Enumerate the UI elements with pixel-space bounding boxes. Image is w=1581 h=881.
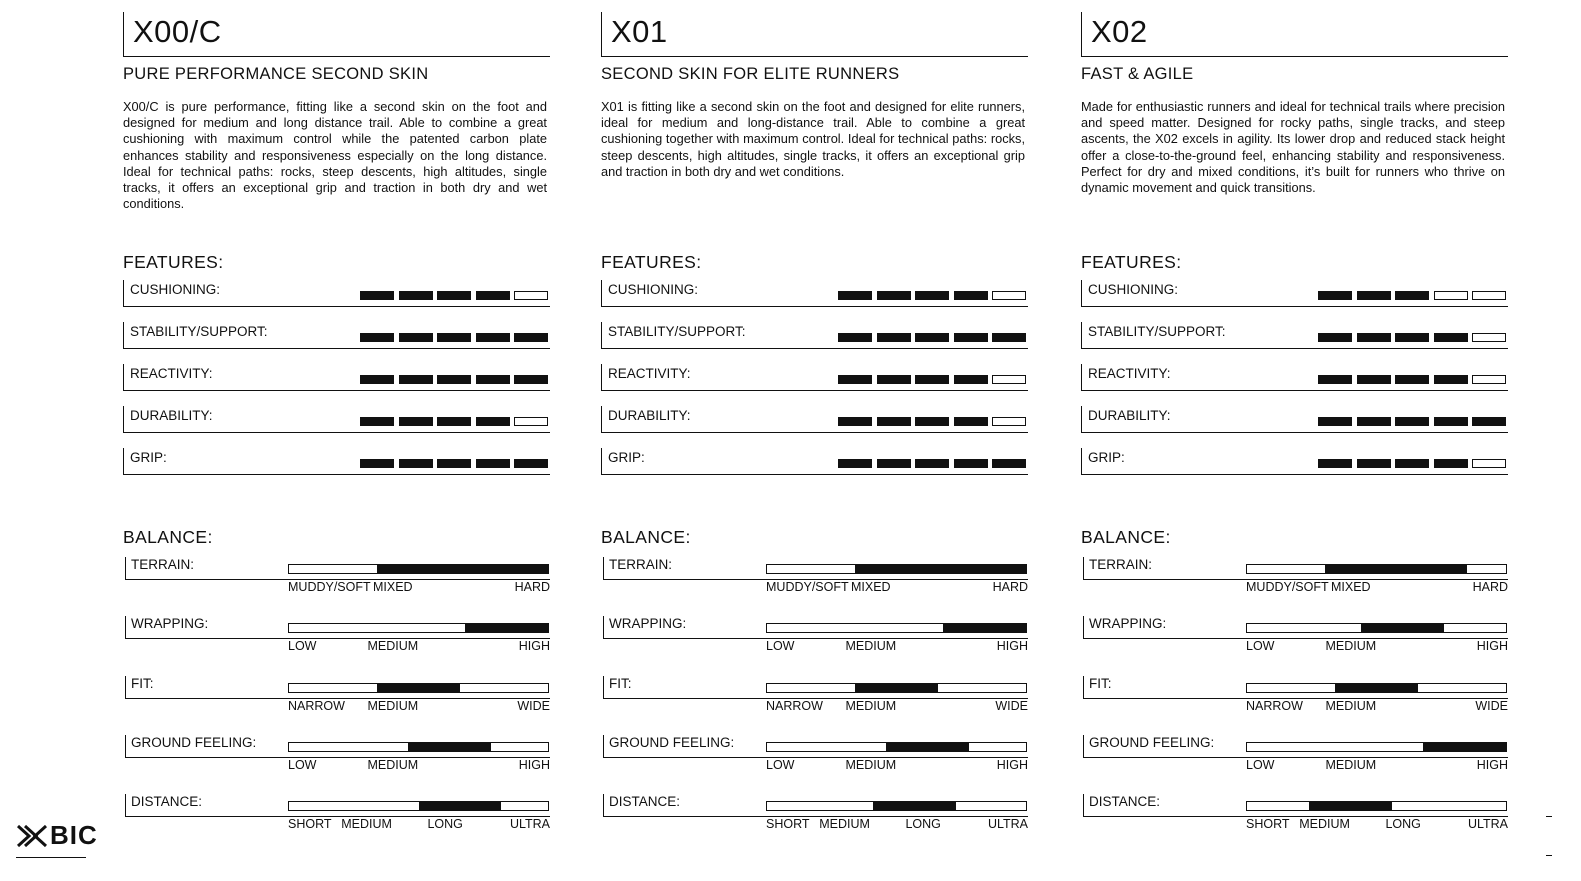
- balance-bar: [1246, 623, 1507, 633]
- rating-block: [992, 459, 1026, 468]
- rating-block: [838, 291, 872, 300]
- scale-label: LOW: [766, 639, 795, 653]
- balance-bar-fill: [465, 624, 548, 632]
- feature-label: GRIP:: [608, 450, 645, 465]
- rating-block: [476, 375, 510, 384]
- balance-label: DISTANCE:: [1089, 794, 1161, 809]
- balance-bar: [766, 801, 1027, 811]
- feature-rating: [360, 333, 548, 342]
- rating-block: [476, 333, 510, 342]
- feature-row: [123, 448, 550, 475]
- balance-title: BALANCE:: [123, 527, 213, 547]
- feature-row: [1081, 280, 1508, 307]
- balance-scale: [1246, 758, 1508, 774]
- scale-label: LOW: [766, 758, 795, 772]
- balance-bar-fill: [855, 565, 1026, 573]
- balance-bar: [766, 564, 1027, 574]
- rating-block: [1472, 375, 1506, 384]
- rating-block: [476, 417, 510, 426]
- balance-bar: [1246, 742, 1507, 752]
- rating-block: [1357, 417, 1391, 426]
- balance-label: GROUND FEELING:: [1089, 735, 1215, 750]
- rating-block: [360, 375, 394, 384]
- edge-crop-mark: [1546, 855, 1552, 856]
- balance-title: BALANCE:: [601, 527, 691, 547]
- rating-block: [1434, 417, 1468, 426]
- balance-bar-fill: [886, 743, 969, 751]
- rating-block: [877, 333, 911, 342]
- scale-label: LOW: [288, 639, 317, 653]
- feature-row: [1081, 406, 1508, 433]
- rating-block: [1395, 459, 1429, 468]
- rating-block: [1395, 333, 1429, 342]
- balance-row: [125, 735, 550, 772]
- rating-block: [877, 417, 911, 426]
- balance-label: GROUND FEELING:: [609, 735, 735, 750]
- balance-scale: [288, 817, 550, 833]
- rating-block: [954, 333, 988, 342]
- balance-bar: [288, 564, 549, 574]
- scale-label: MEDIUM: [367, 639, 419, 653]
- scale-label: HARD: [992, 580, 1028, 594]
- product-column: [601, 0, 1031, 881]
- rating-block: [1434, 459, 1468, 468]
- scale-label: MEDIUM: [367, 699, 419, 713]
- balance-scale: [766, 758, 1028, 774]
- scale-label: NARROW: [288, 699, 345, 713]
- feature-row: [123, 322, 550, 349]
- feature-label: DURABILITY:: [130, 408, 213, 423]
- balance-label: WRAPPING:: [1089, 616, 1167, 631]
- rating-block: [1318, 417, 1352, 426]
- balance-row: [1083, 735, 1508, 772]
- feature-label: REACTIVITY:: [1088, 366, 1171, 381]
- balance-bar-fill: [1423, 743, 1506, 751]
- feature-label: REACTIVITY:: [130, 366, 213, 381]
- feature-label: CUSHIONING:: [1088, 282, 1179, 297]
- product-column: [123, 0, 553, 881]
- feature-rating: [1318, 333, 1506, 342]
- feature-label: DURABILITY:: [1088, 408, 1171, 423]
- rating-block: [877, 375, 911, 384]
- rating-block: [437, 333, 471, 342]
- balance-label: TERRAIN:: [1089, 557, 1153, 572]
- feature-rating: [360, 459, 548, 468]
- rating-block: [954, 459, 988, 468]
- rating-block: [992, 333, 1026, 342]
- balance-label: TERRAIN:: [609, 557, 673, 572]
- feature-rating: [838, 333, 1026, 342]
- rating-block: [437, 291, 471, 300]
- feature-rating: [360, 291, 548, 300]
- feature-label: STABILITY/SUPPORT:: [608, 324, 746, 339]
- balance-bar: [288, 623, 549, 633]
- balance-scale: [766, 817, 1028, 833]
- balance-label: DISTANCE:: [609, 794, 681, 809]
- rating-block: [1357, 291, 1391, 300]
- rating-block: [992, 417, 1026, 426]
- scale-label: MEDIUM: [1325, 639, 1377, 653]
- model-name: X00/C: [133, 14, 222, 49]
- scale-label: WIDE: [995, 699, 1028, 713]
- balance-label: WRAPPING:: [131, 616, 209, 631]
- feature-rating: [838, 417, 1026, 426]
- scale-label: MUDDY/SOFT: [288, 580, 371, 594]
- feature-label: REACTIVITY:: [608, 366, 691, 381]
- balance-row: [1083, 616, 1508, 653]
- rating-block: [1318, 291, 1352, 300]
- rating-block: [1472, 333, 1506, 342]
- model-header: [123, 12, 550, 57]
- features-title: FEATURES:: [123, 252, 224, 272]
- rating-block: [1318, 459, 1352, 468]
- balance-scale: [1246, 817, 1508, 833]
- feature-rating: [1318, 417, 1506, 426]
- rating-block: [1472, 459, 1506, 468]
- balance-scale: [766, 699, 1028, 715]
- rating-block: [1318, 375, 1352, 384]
- feature-label: CUSHIONING:: [130, 282, 221, 297]
- feature-row: [601, 406, 1028, 433]
- balance-bar-fill: [419, 802, 502, 810]
- scale-label: LOW: [1246, 639, 1275, 653]
- scale-label: SHORT: [1246, 817, 1290, 831]
- x-chevron-logo-icon: [16, 823, 48, 849]
- scale-label: HARD: [1472, 580, 1508, 594]
- balance-scale: [288, 699, 550, 715]
- features-title: FEATURES:: [1081, 252, 1182, 272]
- balance-label: FIT:: [1089, 676, 1112, 691]
- balance-bar-fill: [1325, 565, 1467, 573]
- scale-label: HIGH: [996, 758, 1028, 772]
- rating-block: [1472, 291, 1506, 300]
- edge-crop-mark: [1546, 816, 1552, 817]
- rating-block: [437, 459, 471, 468]
- balance-bar-fill: [873, 802, 956, 810]
- rating-block: [1357, 333, 1391, 342]
- balance-scale: [1246, 639, 1508, 655]
- rating-block: [838, 459, 872, 468]
- rating-block: [1395, 291, 1429, 300]
- scale-label: MEDIUM: [1325, 699, 1377, 713]
- scale-label: MEDIUM: [845, 699, 897, 713]
- model-name: X02: [1091, 14, 1148, 49]
- scale-label: MEDIUM: [341, 817, 392, 831]
- product-description: X01 is fitting like a second skin on the foot and designed for elite runners, ideal for medium and long-distance trail. Able to combine a great cushioning together with maximum control. Ideal for technical paths: rocks, steep descents, high altitudes, single tracks, it offers an exceptional grip and traction in both dry and wet conditions.: [601, 99, 1025, 179]
- features-title: FEATURES:: [601, 252, 702, 272]
- rating-block: [360, 459, 394, 468]
- rating-block: [514, 459, 548, 468]
- feature-row: [601, 448, 1028, 475]
- rating-block: [399, 375, 433, 384]
- feature-row: [601, 322, 1028, 349]
- rating-block: [915, 417, 949, 426]
- rating-block: [1434, 333, 1468, 342]
- feature-row: [1081, 364, 1508, 391]
- balance-row: [603, 794, 1028, 831]
- scale-label: HIGH: [1476, 758, 1508, 772]
- balance-bar-fill: [408, 743, 491, 751]
- scale-label: WIDE: [517, 699, 550, 713]
- feature-row: [1081, 448, 1508, 475]
- feature-row: [601, 364, 1028, 391]
- logo-rule: [16, 857, 86, 858]
- rating-block: [954, 291, 988, 300]
- rating-block: [437, 417, 471, 426]
- balance-row: [603, 676, 1028, 713]
- balance-scale: [766, 580, 1028, 596]
- rating-block: [1357, 459, 1391, 468]
- scale-label: MEDIUM: [1325, 758, 1377, 772]
- rating-block: [399, 291, 433, 300]
- model-name: X01: [611, 14, 668, 49]
- feature-label: STABILITY/SUPPORT:: [1088, 324, 1226, 339]
- scale-label: HIGH: [996, 639, 1028, 653]
- scale-label: ULTRA: [509, 817, 550, 831]
- rating-block: [838, 333, 872, 342]
- scale-label: LOW: [1246, 758, 1275, 772]
- scale-label: LONG: [427, 817, 463, 831]
- balance-scale: [1246, 699, 1508, 715]
- balance-bar-fill: [1309, 802, 1392, 810]
- balance-label: FIT:: [609, 676, 632, 691]
- feature-rating: [1318, 291, 1506, 300]
- rating-block: [399, 417, 433, 426]
- rating-block: [992, 291, 1026, 300]
- rating-block: [915, 333, 949, 342]
- scale-label: NARROW: [1246, 699, 1303, 713]
- product-tagline: FAST & AGILE: [1081, 65, 1194, 83]
- scale-label: LONG: [1385, 817, 1421, 831]
- product-description: Made for enthusiastic runners and ideal for technical trails where precision and speed matter. Designed for rocky paths, single tracks, and steep ascents, the X02 excels in agility. Its lower drop and reduced stack height offer a close-to-the-ground feel, enhancing stability and responsiveness. Perfect for dry and mixed conditions, it’s built for runners who thrive on dynamic movement and quick transitions.: [1081, 99, 1505, 196]
- balance-row: [603, 735, 1028, 772]
- rating-block: [437, 375, 471, 384]
- feature-row: [123, 364, 550, 391]
- balance-bar-fill: [855, 684, 938, 692]
- rating-block: [514, 417, 548, 426]
- rating-block: [476, 291, 510, 300]
- rating-block: [1434, 375, 1468, 384]
- rating-block: [399, 333, 433, 342]
- balance-scale: [288, 758, 550, 774]
- feature-label: GRIP:: [1088, 450, 1125, 465]
- rating-block: [992, 375, 1026, 384]
- rating-block: [954, 375, 988, 384]
- balance-row: [125, 557, 550, 594]
- balance-bar: [288, 683, 549, 693]
- balance-scale: [288, 639, 550, 655]
- balance-row: [603, 616, 1028, 653]
- balance-bar: [288, 742, 549, 752]
- balance-label: FIT:: [131, 676, 154, 691]
- balance-row: [125, 794, 550, 831]
- feature-row: [123, 280, 550, 307]
- balance-bar-fill: [377, 684, 460, 692]
- feature-rating: [360, 375, 548, 384]
- balance-bar: [288, 801, 549, 811]
- rating-block: [1434, 291, 1468, 300]
- rating-block: [1357, 375, 1391, 384]
- rating-block: [915, 459, 949, 468]
- feature-row: [123, 406, 550, 433]
- balance-scale: [766, 639, 1028, 655]
- rating-block: [514, 333, 548, 342]
- balance-bar: [766, 683, 1027, 693]
- feature-rating: [838, 291, 1026, 300]
- rating-block: [838, 417, 872, 426]
- product-column: [1081, 0, 1511, 881]
- product-description: X00/C is pure performance, fitting like a second skin on the foot and designed for medium and long distance trail. Able to combine a great cushioning with maximum control while the patented carbon plate enhances stability and responsiveness especially on the long distance. Ideal for technical paths: rocks, steep descents, high altitudes, single tracks, it offers an exceptional grip and traction in both dry and wet conditions.: [123, 99, 547, 212]
- balance-scale: [1246, 580, 1508, 596]
- rating-block: [877, 459, 911, 468]
- feature-label: CUSHIONING:: [608, 282, 699, 297]
- scale-label: HARD: [514, 580, 550, 594]
- rating-block: [1395, 375, 1429, 384]
- rating-block: [476, 459, 510, 468]
- balance-row: [125, 616, 550, 653]
- scale-label: MEDIUM: [819, 817, 870, 831]
- rating-block: [838, 375, 872, 384]
- rating-block: [1472, 417, 1506, 426]
- feature-row: [1081, 322, 1508, 349]
- scale-label: WIDE: [1475, 699, 1508, 713]
- balance-bar-fill: [377, 565, 548, 573]
- scale-label: LOW: [288, 758, 317, 772]
- rating-block: [360, 417, 394, 426]
- scale-label: MUDDY/SOFT: [766, 580, 849, 594]
- balance-label: TERRAIN:: [131, 557, 195, 572]
- balance-bar: [766, 623, 1027, 633]
- balance-row: [1083, 557, 1508, 594]
- model-header: [1081, 12, 1508, 57]
- model-header: [601, 12, 1028, 57]
- scale-label: MUDDY/SOFT: [1246, 580, 1329, 594]
- scale-label: MEDIUM: [367, 758, 419, 772]
- scale-label: HIGH: [518, 639, 550, 653]
- balance-bar: [1246, 683, 1507, 693]
- balance-label: DISTANCE:: [131, 794, 203, 809]
- scale-label: ULTRA: [987, 817, 1028, 831]
- brand-logo: [16, 820, 98, 858]
- balance-bar-fill: [943, 624, 1026, 632]
- feature-rating: [838, 459, 1026, 468]
- balance-row: [1083, 794, 1508, 831]
- feature-rating: [360, 417, 548, 426]
- balance-bar: [1246, 801, 1507, 811]
- balance-row: [125, 676, 550, 713]
- feature-rating: [838, 375, 1026, 384]
- scale-label: ULTRA: [1467, 817, 1508, 831]
- scale-label: NARROW: [766, 699, 823, 713]
- scale-label: MIXED: [1331, 580, 1371, 594]
- rating-block: [360, 333, 394, 342]
- rating-block: [514, 375, 548, 384]
- scale-label: MEDIUM: [845, 758, 897, 772]
- scale-label: MIXED: [373, 580, 413, 594]
- rating-block: [360, 291, 394, 300]
- scale-label: SHORT: [766, 817, 810, 831]
- scale-label: SHORT: [288, 817, 332, 831]
- product-tagline: PURE PERFORMANCE SECOND SKIN: [123, 65, 429, 83]
- feature-row: [601, 280, 1028, 307]
- balance-bar: [766, 742, 1027, 752]
- rating-block: [915, 291, 949, 300]
- scale-label: LONG: [905, 817, 941, 831]
- feature-label: STABILITY/SUPPORT:: [130, 324, 268, 339]
- scale-label: MEDIUM: [1299, 817, 1350, 831]
- rating-block: [514, 291, 548, 300]
- product-tagline: SECOND SKIN FOR ELITE RUNNERS: [601, 65, 900, 83]
- balance-row: [603, 557, 1028, 594]
- brand-logo-text: BIC: [50, 820, 98, 850]
- rating-block: [877, 291, 911, 300]
- balance-title: BALANCE:: [1081, 527, 1171, 547]
- balance-label: WRAPPING:: [609, 616, 687, 631]
- feature-label: GRIP:: [130, 450, 167, 465]
- balance-row: [1083, 676, 1508, 713]
- feature-rating: [1318, 459, 1506, 468]
- scale-label: MIXED: [851, 580, 891, 594]
- rating-block: [1318, 333, 1352, 342]
- scale-label: HIGH: [518, 758, 550, 772]
- balance-bar-fill: [1361, 624, 1444, 632]
- rating-block: [915, 375, 949, 384]
- balance-scale: [288, 580, 550, 596]
- feature-label: DURABILITY:: [608, 408, 691, 423]
- rating-block: [1395, 417, 1429, 426]
- scale-label: HIGH: [1476, 639, 1508, 653]
- balance-bar-fill: [1335, 684, 1418, 692]
- rating-block: [399, 459, 433, 468]
- balance-bar: [1246, 564, 1507, 574]
- rating-block: [954, 417, 988, 426]
- feature-rating: [1318, 375, 1506, 384]
- balance-label: GROUND FEELING:: [131, 735, 257, 750]
- scale-label: MEDIUM: [845, 639, 897, 653]
